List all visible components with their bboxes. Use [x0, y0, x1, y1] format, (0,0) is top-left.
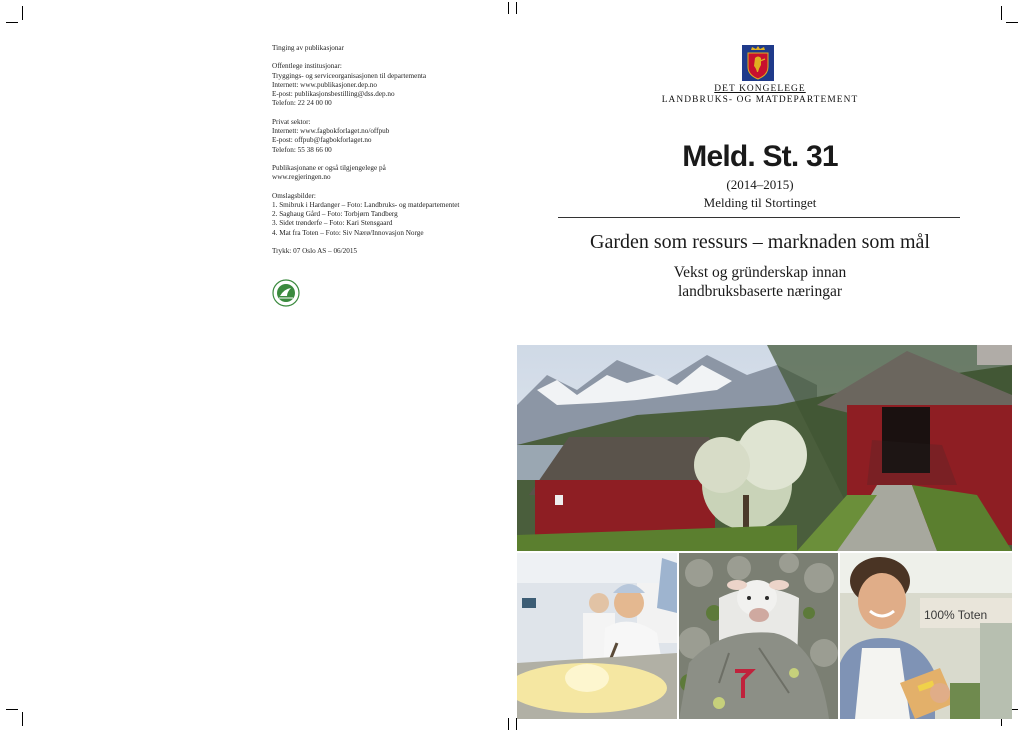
print-info: Trykk: 07 Oslo AS – 06/2015 — [272, 247, 358, 256]
crop-mark — [1001, 6, 1002, 20]
crop-mark — [1006, 22, 1018, 23]
availability-url: www.regjeringen.no — [272, 173, 331, 182]
ministry-name — [640, 84, 880, 106]
photo-dairy-workers — [517, 553, 677, 719]
cover-photo-credit: 1. Smibruk i Hardanger – Foto: Landbruks- og matdepartementet — [272, 200, 460, 209]
public-label: Offentlege institusjonar: — [272, 62, 342, 71]
publication-info — [272, 44, 502, 265]
private-label: Privat sektor: — [272, 117, 311, 126]
availability-line: Publikasjonane er også tilgjengelege på — [272, 163, 386, 172]
public-internet: Internett: www.publikasjoner.dep.no — [272, 80, 377, 89]
main-title: Garden som ressurs – marknaden som mål — [590, 231, 930, 253]
photo-farm-fjord — [517, 345, 1012, 551]
crop-mark — [516, 718, 517, 730]
cover-photo-credit: 4. Mat fra Toten – Foto: Siv Nærø/Innovasjon Norge — [272, 228, 424, 237]
swan-ecolabel-icon — [272, 279, 300, 307]
private-internet: Internett: www.fagbokforlaget.no/offpub — [272, 127, 390, 136]
cover-photo-credit: 2. Saghaug Gård – Foto: Torbjørn Tandberg — [272, 210, 398, 219]
document-title: Meld. St. 31 — [682, 140, 838, 173]
document-type: Melding til Stortinget — [703, 195, 817, 210]
crop-mark — [516, 2, 517, 14]
public-org: Tryggings- og serviceorganisasjonen til departementa — [272, 71, 427, 80]
ministry-line-1: DET KONGELEGE — [714, 84, 806, 94]
subtitle-line-1: Vekst og gründerskap innan — [673, 264, 847, 281]
photo-food-producer — [840, 553, 1012, 719]
title-divider — [558, 217, 960, 218]
document-years: (2014–2015) — [726, 177, 794, 192]
cover-photo-credit: 3. Sidet trønderfe – Foto: Kari Stensgaard — [272, 219, 393, 228]
crop-mark — [22, 712, 23, 726]
cover-photos-label: Omslagsbilder: — [272, 191, 316, 200]
ministry-line-2: LANDBRUKS- OG MATDEPARTEMENT — [661, 95, 859, 105]
royal-crest-icon — [742, 45, 774, 81]
crop-mark — [6, 22, 18, 23]
private-email: E-post: offpub@fagbokforlaget.no — [272, 136, 372, 145]
ordering-heading: Tinging av publikasjonar — [272, 44, 345, 52]
public-email: E-post: publikasjonsbestilling@dss.dep.no — [272, 90, 395, 99]
crop-mark — [508, 2, 509, 14]
crop-mark — [22, 6, 23, 20]
crop-mark — [6, 709, 18, 710]
crop-mark — [508, 718, 509, 730]
public-phone: Telefon: 22 24 00 00 — [272, 99, 332, 108]
photo-cow-rocks — [679, 553, 838, 719]
private-phone: Telefon: 55 38 66 00 — [272, 145, 332, 154]
sign-text: 100% Toten — [924, 608, 988, 622]
subtitle-line-2: landbruksbaserte næringar — [678, 283, 842, 300]
